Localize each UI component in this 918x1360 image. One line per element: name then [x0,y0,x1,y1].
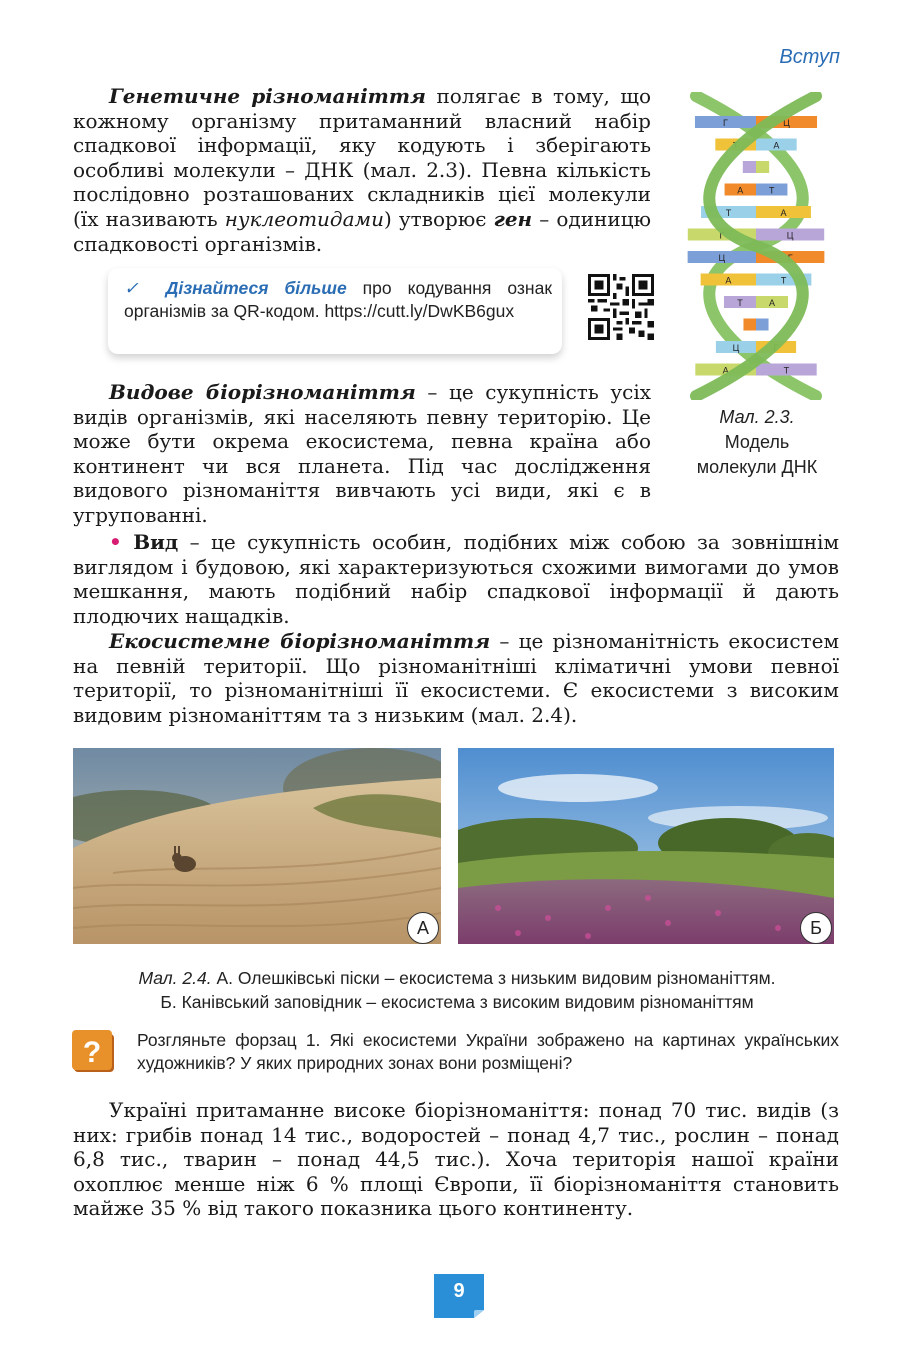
dna-base-letter: Г [723,118,728,128]
dna-base-letter: Т [737,298,743,308]
ukraine-biodiversity-paragraph: Україні притаманне високе біорізноманіття: понад 70 тис. видів (з них: грибів понад 14 тис., водоростей – понад 4,7 тис., рослин – понад 6,8 тис., тварин – понад 44,5 тис.). Хоча територія нашої країни охоплює менше ніж 6 % площі Європи, її біорізноманіття становить майже 35 % від такого показника цього континенту. [73,1098,839,1221]
species-diversity-text: – це сукупність усіх видів організмів, які населяють певну територію. Це може бути окрема екосистема, певна країна або континент чи вся планета. Під час дослідження видового різноманіття вивчають усі види, які є в угрупованні. [73,380,651,527]
photo-kaniv-reserve [458,748,834,944]
fig24-line1: А. Олешківські піски – екосистема з низьким видовим різноманіттям. [211,968,776,988]
photo-b-badge: Б [800,912,832,944]
dna-base-left [743,319,756,331]
dna-base-letter: А [737,185,744,196]
photo-oleshky-sands [73,748,441,944]
fig24-label: Мал. 2.4. [138,968,212,988]
dna-base-letter: Ц [732,343,740,353]
svg-text:?: ? [82,1036,102,1069]
check-icon: ✓ [124,278,150,298]
dna-base-right [756,161,769,173]
species-term: Вид [133,530,179,554]
dna-base-letter: А [722,365,729,376]
fig24-line2: Б. Канівський заповідник – екосистема з високим видовим різноманіттям [160,992,754,1012]
dna-base-letter: Т [780,275,787,286]
page-number: 9 [453,1280,465,1302]
dna-base-letter: Г [719,230,725,241]
dna-base-letter: Т [732,140,739,151]
genetic-text-5: – одиницю спадковості організмів. [73,206,651,256]
dna-base-letter: Ц [718,253,726,263]
qr-code-icon[interactable] [588,274,654,340]
genetic-text-1: полягає в тому, що кожному організму притаманний власний набір спадкової інформації, яку кодують і зберігають особливі молекули – ДНК (мал. 2.3). Певна кількість послідовно розташованих складників цієї молекули (їх називають [73,84,651,231]
dna-caption-label: Мал. 2.3. [719,407,795,427]
ecosystem-diversity-paragraph [73,629,839,727]
dna-base-letter: А [725,275,732,286]
species-diversity-term: Видове біорізноманіття [109,380,416,404]
dna-base-right [756,319,769,331]
nucleotides-term: нуклеотидами [224,206,384,231]
dna-base-letter: А [769,298,776,308]
figure-2-4-caption [72,966,842,1014]
ecosystem-diversity-term: Екосистемне біорізноманіття [109,629,491,653]
dna-figure-caption [670,405,844,480]
learn-more-body[interactable]: про кодування ознак організмів за QR-кодом. https://cutt.ly/DwKB6gux [124,278,552,321]
species-definition-text: – це сукупність особин, подібних між собою за зовнішнім виглядом і будовою, які характеризуються схожими вимогами до умов мешкання, мають подібний набір спадкової інформації й дають плодючих нащадків. [73,530,840,628]
dna-base-letter: Т [768,185,775,196]
section-title: Вступ [779,46,840,68]
bullet-icon: • [109,530,122,554]
genetic-text-3: ) утворює [384,206,494,231]
dna-caption-line1: Модель [724,432,790,452]
species-definition-paragraph [73,530,839,628]
dna-base-letter: А [780,208,787,218]
dna-base-letter: Ц [786,230,794,241]
dna-base-letter: Т [783,365,790,376]
dna-base-letter: Г [773,343,779,353]
ecosystem-diversity-text: – це різноманітність екосистем на певній території. Що різноманітніші кліматичні умови певної території, то різноманітніші її екосистеми. Є екосистеми з високим видовим різноманіттям та з низьким (мал. 2.4). [73,629,839,727]
learn-more-text [124,277,552,323]
dna-caption-line2: молекули ДНК [696,457,818,477]
species-diversity-paragraph [73,380,651,528]
dna-base-left [743,161,756,173]
photo-a-badge: А [407,912,439,944]
genetic-diversity-paragraph [73,84,651,256]
dna-base-letter: А [773,140,780,151]
dna-base-letter: Т [725,208,732,218]
genetic-diversity-term: Генетичне різноманіття [109,84,426,108]
dna-base-letter: Ц [783,118,790,128]
learn-more-lead: Дізнайтеся більше [165,278,347,298]
question-icon [72,1030,116,1074]
dna-base-letter: Г [787,253,793,263]
dna-model-illustration [676,92,836,400]
gene-term: ген [493,206,533,231]
question-text: Розгляньте форзац 1. Які екосистеми України зображено на картинах українських художників? У яких природних зонах вони розміщені? [137,1030,839,1073]
